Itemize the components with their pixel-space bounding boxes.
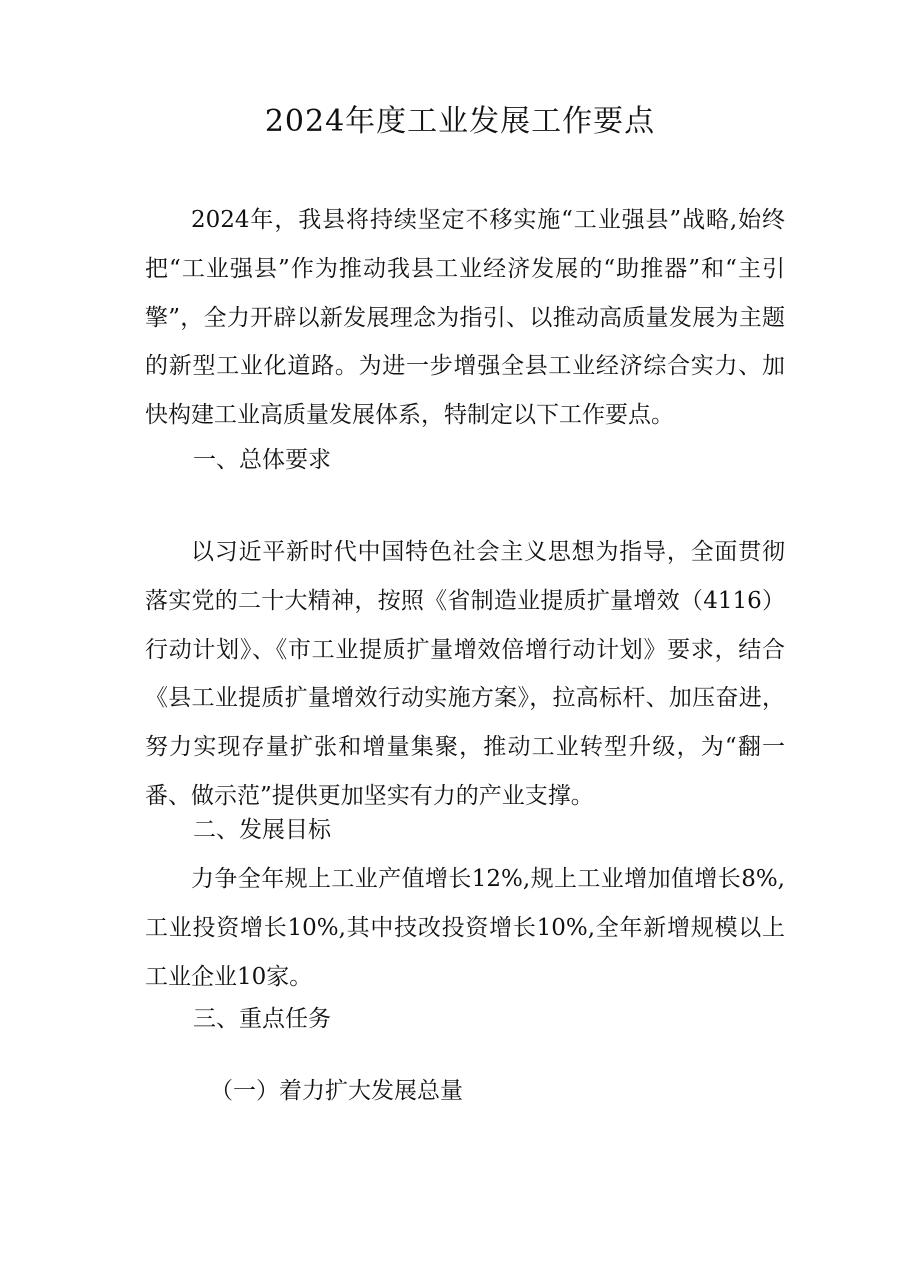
overall-requirements-paragraph: 以习近平新时代中国特色社会主义思想为指导，全面贯彻落实党的二十大精神，按照《省制造业提质扩量增效（4116）行动计划》、《市工业提质扩量增效倍增行动计划》要求，结合《县工业提质扩量增效行动实施方案》，拉高标杆、加压奋进，努力实现存量扩张和增量集聚，推动工业转型升级，为“翻一番、做示范”提供更加坚实有力的产业支撑。: [145, 539, 785, 809]
subsection-heading-expand-total: （一）着力扩大发展总量: [210, 1078, 463, 1104]
document-title: 2024年度工业发展工作要点: [264, 104, 656, 139]
section-heading-key-tasks: 三、重点任务: [193, 1006, 331, 1032]
section-heading-development-goals: 二、发展目标: [193, 817, 331, 843]
intro-paragraph: 2024年，我县将持续坚定不移实施“工业强县”战略,始终把“工业强县”作为推动我县工业经济发展的“助推器”和“主引擎”，全力开辟以新发展理念为指引、以推动高质量发展为主题的新型工业化道路。为进一步增强全县工业经济综合实力、加快构建工业高质量发展体系，特制定以下工作要点。: [145, 207, 785, 429]
section-heading-overall-requirements: 一、总体要求: [193, 447, 331, 473]
development-goals-paragraph: 力争全年规上工业产值增长12%,规上工业增加值增长8%,工业投资增长10%,其中技改投资增长10%,全年新增规模以上工业企业10家。: [145, 866, 785, 990]
